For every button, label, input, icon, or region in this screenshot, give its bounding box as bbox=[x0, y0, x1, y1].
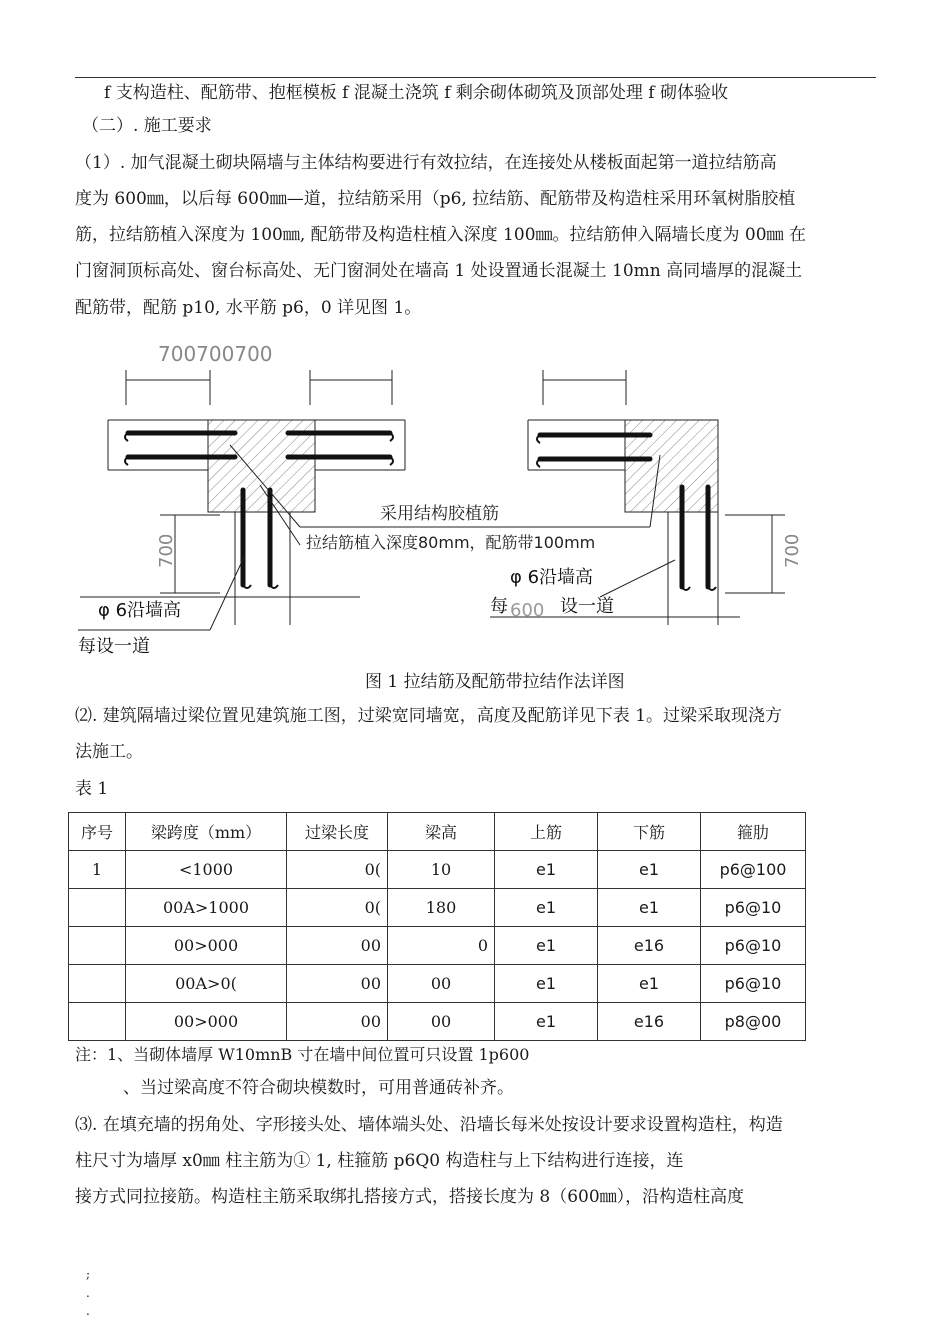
dim-top-label: 700700700 bbox=[158, 342, 273, 366]
header-cell: 箍肋 bbox=[701, 813, 806, 851]
table-row bbox=[69, 1003, 806, 1041]
table-cell: e1 bbox=[495, 1003, 598, 1041]
table-row bbox=[69, 851, 806, 889]
flow-line: f 支构造柱、配筋带、抱框模板 f 混凝土浇筑 f 剩余砌体砌筑及顶部处理 f 砌体验收 bbox=[104, 83, 728, 103]
label-right-2b: 600 bbox=[510, 600, 545, 621]
table-cell bbox=[69, 927, 126, 965]
table-cell: 0( bbox=[287, 889, 388, 927]
table-cell: e16 bbox=[598, 1003, 701, 1041]
table-cell bbox=[69, 1003, 126, 1041]
table-cell bbox=[69, 965, 126, 1003]
para2-line: 法施工。 bbox=[75, 742, 143, 762]
para2-line: ⑵. 建筑隔墙过梁位置见建筑施工图，过梁宽同墙宽，高度及配筋详见下表 1。过梁采取现浇方 bbox=[75, 706, 783, 726]
table-cell: e1 bbox=[598, 965, 701, 1003]
table-cell bbox=[69, 889, 126, 927]
label-glue: 采用结构胶植筋 bbox=[380, 504, 499, 524]
label-right-2c: 设一道 bbox=[560, 596, 614, 617]
table-cell: p6@10 bbox=[701, 965, 806, 1003]
table-row bbox=[69, 889, 806, 927]
table-cell: e16 bbox=[598, 927, 701, 965]
para1-line: 度为 600㎜，以后每 600㎜—道，拉结筋采用（p6, 拉结筋、配筋带及构造柱采用环氧树脂胶植 bbox=[75, 189, 796, 209]
table-cell: p8@00 bbox=[701, 1003, 806, 1041]
table-cell: p6@10 bbox=[701, 927, 806, 965]
table-cell: p6@10 bbox=[701, 889, 806, 927]
para3-line: 柱尺寸为墙厚 x0㎜ 柱主筋为① 1, 柱箍筋 p6Q0 构造柱与上下结构进行连接，连 bbox=[75, 1151, 684, 1171]
detail-figure bbox=[60, 335, 880, 665]
table-cell: e1 bbox=[598, 851, 701, 889]
table-cell: <1000 bbox=[126, 851, 287, 889]
table-cell: 1 bbox=[69, 851, 126, 889]
header-cell: 梁跨度（mm） bbox=[126, 813, 287, 851]
table-cell: 00 bbox=[388, 1003, 495, 1041]
table-row bbox=[69, 927, 806, 965]
para1-line: （1）. 加气混凝土砌块隔墙与主体结构要进行有效拉结，在连接处从楼板面起第一道拉结筋高 bbox=[75, 153, 777, 173]
table-cell: 0( bbox=[287, 851, 388, 889]
table-label: 表 1 bbox=[75, 779, 109, 799]
dim-left-vertical: 700 bbox=[156, 533, 177, 568]
table-cell: 00 bbox=[287, 927, 388, 965]
table-cell: 00 bbox=[287, 1003, 388, 1041]
label-depth: 拉结筋植入深度80mm，配筋带100mm bbox=[306, 533, 596, 552]
header-cell: 序号 bbox=[69, 813, 126, 851]
table-cell: 00>000 bbox=[126, 1003, 287, 1041]
para1-line: 配筋带，配筋 p10, 水平筋 p6，0 详见图 1。 bbox=[75, 298, 422, 318]
lintel-table bbox=[68, 812, 806, 1041]
table-cell: p6@100 bbox=[701, 851, 806, 889]
footer-mark: . bbox=[86, 1286, 90, 1300]
table-cell: 00A>1000 bbox=[126, 889, 287, 927]
header-cell: 下筋 bbox=[598, 813, 701, 851]
table-cell: 10 bbox=[388, 851, 495, 889]
para3-line: 接方式同拉接筋。构造柱主筋采取绑扎搭接方式，搭接长度为 8（600㎜），沿构造柱高度 bbox=[75, 1187, 745, 1207]
header-cell: 过梁长度 bbox=[287, 813, 388, 851]
table-cell: e1 bbox=[495, 851, 598, 889]
table-cell: 00A>0( bbox=[126, 965, 287, 1003]
label-left-2: 每设一道 bbox=[78, 636, 150, 657]
table-row bbox=[69, 965, 806, 1003]
dim-right-vertical: 700 bbox=[782, 533, 803, 568]
para1-line: 筋，拉结筋植入深度为 100㎜, 配筋带及构造柱植入深度 100㎜。拉结筋伸入隔墙长度为 00㎜ 在 bbox=[75, 225, 806, 245]
table-cell: e1 bbox=[495, 927, 598, 965]
footer-mark: . bbox=[86, 1304, 90, 1318]
footer-mark: ; bbox=[86, 1267, 91, 1281]
table-header-row bbox=[69, 813, 806, 851]
table-cell: 00 bbox=[287, 965, 388, 1003]
para1-line: 门窗洞顶标高处、窗台标高处、无门窗洞处在墙高 1 处设置通长混凝土 10mn 高同墙厚的混凝土 bbox=[75, 261, 803, 281]
table-cell: 0 bbox=[388, 927, 495, 965]
note-line: 、当过梁高度不符合砌块模数时，可用普通砖补齐。 bbox=[123, 1078, 514, 1098]
table-cell: 00 bbox=[388, 965, 495, 1003]
header-cell: 上筋 bbox=[495, 813, 598, 851]
label-left-1: φ 6沿墙高 bbox=[98, 600, 182, 621]
table-cell: 00>000 bbox=[126, 927, 287, 965]
section-heading: （二）. 施工要求 bbox=[82, 116, 212, 136]
label-right-1: φ 6沿墙高 bbox=[510, 567, 594, 588]
label-right-2a: 每 bbox=[490, 596, 508, 617]
table-cell: 180 bbox=[388, 889, 495, 927]
figure-caption: 图 1 拉结筋及配筋带拉结作法详图 bbox=[365, 672, 625, 692]
table-cell: e1 bbox=[495, 889, 598, 927]
para3-line: ⑶. 在填充墙的拐角处、字形接头处、墙体端头处、沿墙长每米处按设计要求设置构造柱，构造 bbox=[75, 1115, 783, 1135]
table-cell: e1 bbox=[495, 965, 598, 1003]
note-line: 注：1、当砌体墙厚 W10mnB 寸在墙中间位置可只设置 1p600 bbox=[75, 1045, 530, 1064]
top-rule bbox=[75, 77, 876, 78]
header-cell: 梁高 bbox=[388, 813, 495, 851]
table-cell: e1 bbox=[598, 889, 701, 927]
